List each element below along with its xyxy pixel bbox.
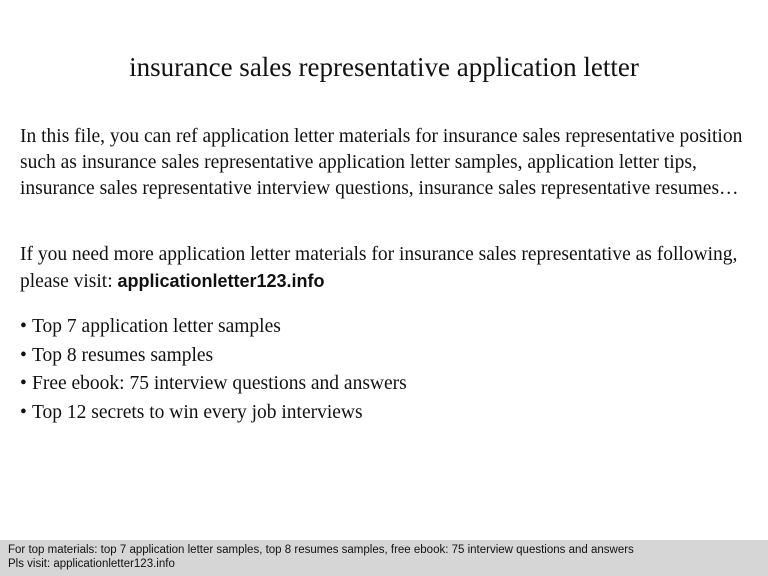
bullet-icon: • [20, 344, 27, 366]
bullet-list [20, 313, 755, 427]
list-item-text: Free ebook: 75 interview questions and answers [32, 373, 407, 394]
list-item-text: Top 7 application letter samples [32, 316, 281, 337]
intro-paragraph: In this file, you can ref application letter materials for insurance sales representative position such as insurance sales representative application letter samples, application letter tips, insurance sales representative interview questions, insurance sales representative resumes… [20, 126, 743, 199]
more-paragraph-text: If you need more application letter materials for insurance sales representative as following, please visit: [20, 244, 738, 292]
website-link[interactable]: applicationletter123.info [117, 271, 325, 291]
list-item [20, 342, 755, 371]
list-item [20, 370, 755, 399]
more-paragraph [20, 242, 755, 295]
footer-bar [0, 540, 768, 576]
list-item [20, 399, 755, 428]
list-item-text: Top 12 secrets to win every job interviews [32, 401, 363, 423]
bullet-icon: • [20, 373, 27, 394]
list-item [20, 313, 755, 342]
list-item-text: Top 8 resumes samples [32, 344, 214, 366]
footer-line-visit: Pls visit: applicationletter123.info [8, 558, 175, 570]
page-title: insurance sales representative application letter [129, 52, 639, 82]
bullet-icon: • [20, 401, 27, 423]
bullet-icon: • [20, 316, 27, 337]
footer-line-materials: For top materials: top 7 application letter samples, top 8 resumes samples, free ebook: 75 interview questions and answers [8, 544, 634, 556]
